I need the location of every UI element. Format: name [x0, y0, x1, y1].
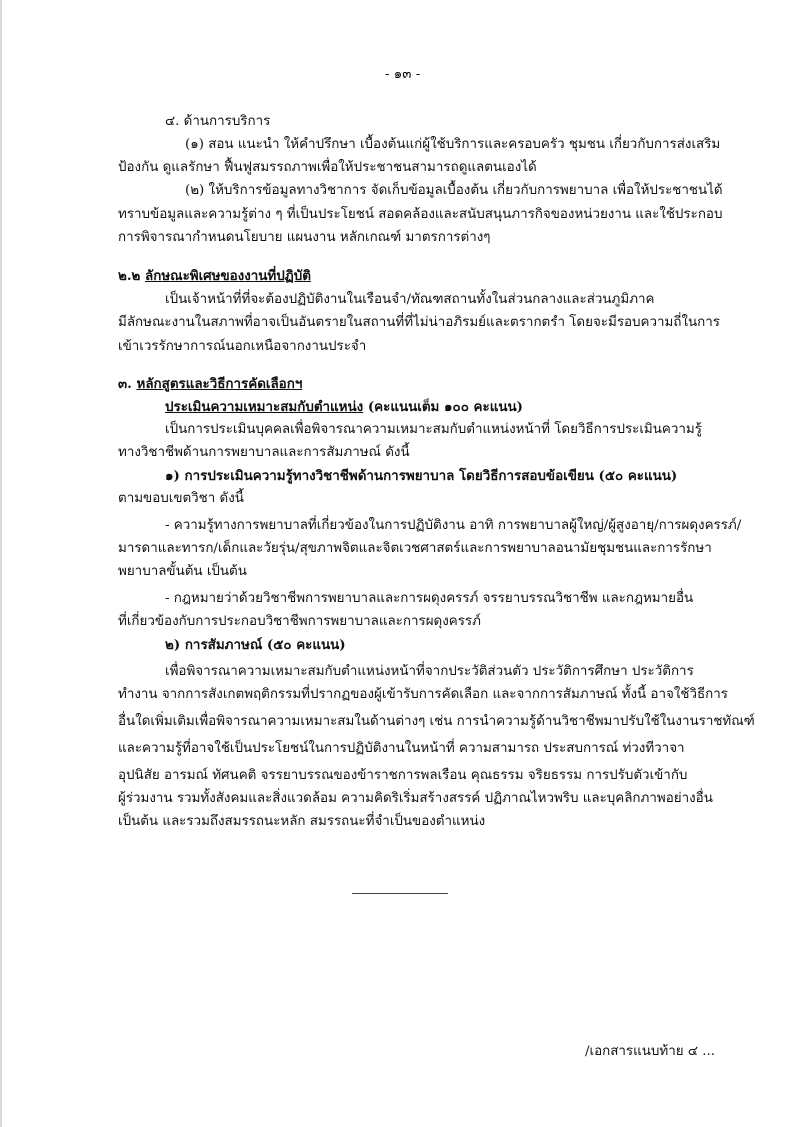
page-number: - ๑๓ - [385, 67, 421, 82]
part1-heading: ๑) การประเมินความรู้ทางวิชาชีพด้านการพยาบาล โดยวิธีการสอบข้อเขียน (๕๐ คะแนน) [165, 468, 678, 484]
section-4-item1-line1: (๑) สอน แนะนำ ให้คำปรึกษา เบื้องต้นแก่ผู้ใช้บริการและครอบครัว ชุมชน เกี่ยวกับการส่งเสริม [185, 137, 721, 152]
bullet1-line2: มารดาและทารก/เด็กและวัยรุ่น/สุขภาพจิตและจิตเวชศาสตร์และการพยาบาลอนามัยชุมชนและการรักษา [118, 541, 712, 556]
bullet2-line2: ที่เกี่ยวข้องกับการประกอบวิชาชีพการพยาบาลและการผดุงครรภ์ [118, 614, 481, 629]
section-4-item2-line1: (๒) ให้บริการข้อมูลทางวิชาการ จัดเก็บข้อมูลเบื้องต้น เกี่ยวกับการพยาบาล เพื่อให้ประชาชนได้ [185, 183, 723, 198]
section-2-2-heading [118, 267, 311, 285]
subheading-score: (คะแนนเต็ม ๑๐๐ คะแนน) [363, 399, 523, 415]
subheading-underlined: ประเมินความเหมาะสมกับตำแหน่ง [165, 399, 364, 415]
section-2-2-number: ๒.๒ [118, 268, 141, 284]
part2-heading: ๒) การสัมภาษณ์ (๕๐ คะแนน) [165, 637, 346, 653]
section-2-2-line3: เข้าเวรรักษาการณ์นอกเหนือจากงานประจำ [118, 339, 367, 354]
bullet2-line1: - กฎหมายว่าด้วยวิชาชีพการพยาบาลและการผดุงครรภ์ จรรยาบรรณวิชาชีพ และกฎหมายอื่น [165, 591, 694, 606]
end-divider [352, 893, 448, 894]
part2-line5: อุปนิสัย อารมณ์ ทัศนคติ จรรยาบรรณของข้าราชการพลเรือน คุณธรรม จริยธรรม การปรับตัวเข้ากับ [118, 768, 688, 783]
section-2-2-line1: เป็นเจ้าหน้าที่ที่จะต้องปฏิบัติงานในเรือนจำ/ทัณฑสถานทั้งในส่วนกลางและส่วนภูมิภาค [165, 292, 655, 307]
section-3-subheading [165, 398, 523, 416]
section-3-intro-line1: เป็นการประเมินบุคคลเพื่อพิจารณาความเหมาะสมกับตำแหน่งหน้าที่ โดยวิธีการประเมินความรู้ [165, 422, 702, 437]
part2-line2: ทำงาน จากการสังเกตพฤติกรรมที่ปรากฏของผู้เข้ารับการคัดเลือก และจากการสัมภาษณ์ ทั้งนี้ อาจใช้วิธีการ [118, 687, 728, 702]
part2-line6: ผู้ร่วมงาน รวมทั้งสังคมและสิ่งแวดล้อม ความคิดริเริ่มสร้างสรรค์ ปฏิภาณไหวพริบ และบุคลิกภาพอย่างอื่น [118, 791, 713, 806]
section-4-heading: ๔. ด้านการบริการ [165, 114, 271, 129]
footer-continuation: /เอกสารแนบท้าย ๔ ... [585, 1044, 716, 1059]
part2-line1: เพื่อพิจารณาความเหมาะสมกับตำแหน่งหน้าที่จากประวัติส่วนตัว ประวัติการศึกษา ประวัติการ [165, 664, 694, 679]
section-3-intro-line2: ทางวิชาชีพด้านการพยาบาลและการสัมภาษณ์ ดังนี้ [118, 445, 410, 460]
bullet1-line1: - ความรู้ทางการพยาบาลที่เกี่ยวข้องในการปฏิบัติงาน อาทิ การพยาบาลผู้ใหญ่/ผู้สูงอายุ/การผดุงครรภ์/ [165, 518, 742, 533]
part2-line4: และความรู้ที่อาจใช้เป็นประโยชน์ในการปฏิบัติงานในหน้าที่ ความสามารถ ประสบการณ์ ท่วงทีวาจา [118, 741, 685, 756]
part1-scope: ตามขอบเขตวิชา ดังนี้ [118, 491, 244, 506]
bullet1-line3: พยาบาลขั้นต้น เป็นต้น [118, 564, 247, 579]
section-3-heading [118, 375, 302, 393]
section-2-2-title: ลักษณะพิเศษของงานที่ปฏิบัติ [145, 268, 311, 284]
section-3-number: ๓. [118, 376, 132, 392]
section-2-2-line2: มีลักษณะงานในสภาพที่อาจเป็นอันตรายในสถานที่ที่ไม่น่าอภิรมย์และตรากตรำ โดยจะมีรอบความถี่ในการ [118, 315, 720, 330]
section-4-item2-line2: ทราบข้อมูลและความรู้ต่าง ๆ ที่เป็นประโยชน์ สอดคล้องและสนับสนุนภารกิจของหน่วยงาน และใช้ประกอบ [118, 207, 723, 222]
section-4-item2-line3: การพิจารณากำหนดนโยบาย แผนงาน หลักเกณฑ์ มาตรการต่างๆ [118, 230, 491, 245]
part2-line7: เป็นต้น และรวมถึงสมรรถนะหลัก สมรรถนะที่จำเป็นของตำแหน่ง [118, 814, 486, 829]
scan-edge [0, 0, 2, 1127]
part2-line3: อื่นใดเพิ่มเติมเพื่อพิจารณาความเหมาะสมในด้านต่างๆ เช่น การนำความรู้ด้านวิชาชีพมาปรับใช้ในงานราชทัณฑ์ [118, 714, 755, 729]
section-3-title: หลักสูตรและวิธีการคัดเลือกฯ [136, 376, 303, 392]
section-4-item1-line2: ป้องกัน ดูแลรักษา ฟื้นฟูสมรรถภาพเพื่อให้ประชาชนสามารถดูแลตนเองได้ [118, 160, 537, 175]
